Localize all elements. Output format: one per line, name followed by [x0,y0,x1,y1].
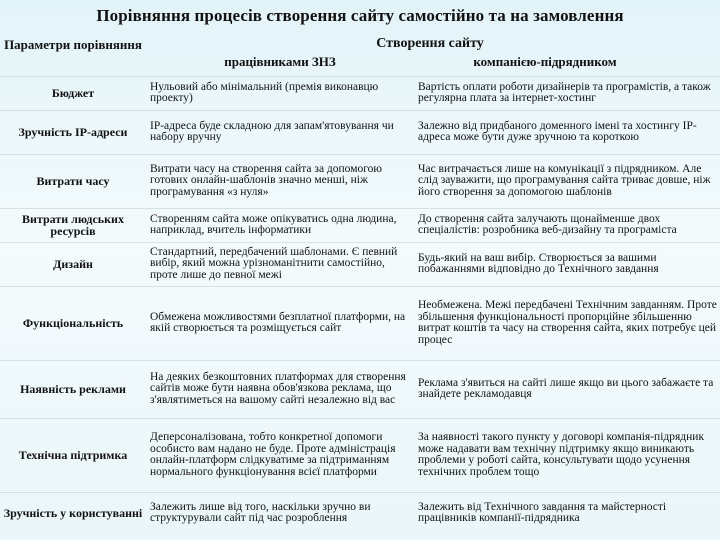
row-col2: Залежно від придбаного доменного імені та хостингу IP-адреса може бути дуже зручною та короткою [418,119,697,143]
header-param: Параметри порівняння [4,38,142,52]
row-param: Витрати часу [36,174,110,188]
row-param: Витрати людських ресурсів [22,212,124,238]
row-col2: За наявності такого пункту у договорі компанія-підрядник може надавати вам технічну підтримку якщо виникають проблеми у роботі сайта, консультувати щодо усунення технічних проблем тощо [418,431,705,478]
row-divider [0,110,720,111]
table-row [0,360,720,418]
row-divider [0,418,720,419]
header-col2: компанією-підрядником [473,54,617,69]
table-row [0,418,720,492]
table-row [0,154,720,208]
row-divider [0,242,720,243]
comparison-table [0,34,720,540]
table-row [0,110,720,154]
row-col1: Деперсоналізована, тобто конкретної допомоги особисто вам надано не буде. Проте адміністрація онлайн-платформ слідкуватиме за підтриманням нормального функціонування всієї платформи [150,431,396,478]
table-row [0,76,720,110]
table-row [0,208,720,242]
row-divider [0,208,720,209]
row-col2: До створення сайта залучають щонайменше двох спеціалістів: розробника веб-дизайну та програміста [418,212,677,236]
row-col2: Залежить від Технічного завдання та майстерності працівників компанії-підрядника [418,500,667,524]
row-col2: Час витрачається лише на комунікації з підрядником. Але слід зауважити, що програмування сайта триває довше, ніж його створення за допомогою шаблонів [418,162,711,198]
page-title: Порівняння процесів створення сайту самостійно та на замовлення [96,6,624,25]
row-col2: Будь-який на ваш вибір. Створюється за вашими побажаннями відповідно до Технічного завдання [418,251,659,275]
row-col1: Витрати часу на створення сайта за допомогою готових онлайн-шаблонів значно менші, ніж програмування «з нуля» [150,162,383,198]
row-param: Технічна підтримка [18,448,128,462]
row-param: Дизайн [53,257,93,271]
header-col1: працівниками ЗНЗ [224,54,336,69]
table-row [0,286,720,360]
table-header [0,34,720,76]
row-divider [0,492,720,493]
table-row [0,492,720,534]
row-col1: На деяких безкоштовних платформах для створення сайтів може бути наявна обов'язкова реклама, що з'являтиметься на вашому сайті незалежно від вас [150,370,406,406]
header-group: Створення сайту [376,36,484,51]
row-col2: Реклама з'явиться на сайті лише якщо ви цього забажаєте та знайдете рекламодавця [418,376,714,400]
row-col2: Необмежена. Межі передбачені Технічним завданням. Проте збільшення функціональності пропорційне збільшенню витрат коштів та часу на створення сайта, яких потребує цей процес [418,299,717,346]
row-col1: IP-адреса буде складною для запам'ятовування чи набору вручну [150,119,394,143]
row-divider [0,286,720,287]
row-divider [0,154,720,155]
row-divider [0,76,720,77]
row-param: Функціональність [22,316,124,330]
row-param: Бюджет [51,86,95,100]
row-col1: Стандартний, передбачений шаблонами. Є певний вибір, який можна урізноманітнити самостійно, проте лише до певної межі [150,245,398,281]
table-row [0,242,720,286]
row-col1: Створенням сайта може опікуватись одна людина, наприклад, вчитель інформатики [150,212,397,236]
row-param: Зручність IP-адреси [18,125,128,139]
row-col1: Нульовий або мінімальний (премія виконавцю проекту) [150,80,379,104]
row-col1: Залежить лише від того, наскільки зручно ви структурували сайт під час розроблення [150,500,371,524]
row-param: Зручність у користуванні [3,506,143,520]
row-col2: Вартість оплати роботи дизайнерів та програмістів, а також регулярна плата за інтернет-хостинг [418,80,711,104]
row-divider [0,360,720,361]
row-col1: Обмежена можливостями безплатної платформи, на якій створюється та розміщується сайт [150,310,406,334]
row-param: Наявність реклами [20,382,126,396]
